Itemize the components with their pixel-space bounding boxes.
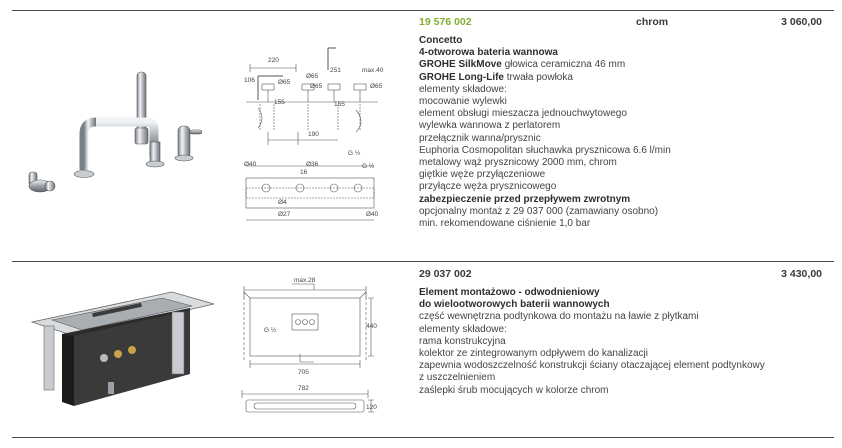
product-1-note-2: min. rekomendowane ciśnienie 1,0 bar	[419, 218, 591, 230]
dim-d40b: Ø40	[366, 211, 379, 218]
dim-155a: 155	[274, 99, 285, 106]
dim-d65a: Ø65	[278, 79, 291, 86]
dim-d4: Ø4	[278, 199, 287, 206]
product-1-code: 19 576 002	[419, 16, 472, 28]
dim-190: 190	[308, 131, 319, 138]
feature-2-rest: trwała powłoka	[504, 71, 573, 83]
dim-d65b: Ø65	[306, 73, 319, 80]
top-rule	[12, 10, 834, 11]
dim-440: 440	[366, 323, 377, 330]
list-item: metalowy wąż prysznicowy 2000 mm, chrom	[419, 157, 617, 169]
product-2-title-2: do wielootworowych baterii wannowych	[419, 299, 610, 311]
product-2-technical-drawing	[238, 276, 388, 426]
product-2-price: 3 430,00	[781, 268, 822, 280]
product-2-title-1: Element montażowo - odwodnieniowy	[419, 287, 600, 298]
product-1-name: Concetto	[419, 35, 463, 46]
dim-max40: max.40	[362, 67, 384, 74]
feature-1-rest: głowica ceramiczna 46 mm	[501, 59, 626, 71]
dim-16: 16	[300, 169, 308, 176]
product-2-photo	[22, 282, 222, 422]
dim-d27: Ø27	[278, 211, 291, 218]
product-1-technical-drawing	[238, 40, 388, 225]
list-item: elementy składowe:	[419, 83, 507, 95]
dim-g2: G ½	[362, 163, 375, 170]
list-item: przełącznik wanna/prysznic	[419, 132, 541, 144]
dim-g1: G ½	[348, 150, 361, 157]
list-item: część wewnętrzna podtynkowa do montażu na ławie z płytkami	[419, 311, 699, 323]
product-1-feature-2	[419, 72, 819, 84]
product-1-price: 3 060,00	[781, 16, 822, 28]
product-1-photo	[14, 60, 214, 200]
feature-2-bold: GROHE Long-Life	[419, 71, 504, 83]
dim-705: 705	[298, 369, 309, 376]
list-item: rama konstrukcyjna	[419, 335, 506, 347]
dim-g: G ½	[264, 327, 277, 334]
dim-d65c: Ø65	[310, 83, 323, 90]
list-item: Euphoria Cosmopolitan słuchawka prysznicowa 6.6 l/min	[419, 144, 671, 156]
feature-1-bold: GROHE SilkMove	[419, 59, 502, 71]
section-separator	[12, 261, 834, 262]
dim-251: 251	[330, 67, 341, 74]
dim-155b: 155	[334, 101, 345, 108]
list-item: mocowanie wylewki	[419, 96, 507, 108]
list-item: zapewnia wodoszczelność konstrukcji ściany otaczającej element podtynkowy	[419, 360, 765, 372]
list-item: zaślepki śrub mocujących w kolorze chrom	[419, 384, 609, 396]
dim-d40: Ø40	[244, 161, 257, 168]
dim-220: 220	[268, 57, 279, 64]
dim-max28: max.28	[294, 277, 316, 284]
dim-106: 106	[244, 77, 255, 84]
list-item: przyłącze węża prysznicowego	[419, 181, 557, 193]
product-1-finish: chrom	[636, 16, 669, 28]
dim-d36: Ø36	[306, 161, 319, 168]
product-1-note-1: opcjonalny montaż z 29 037 000 (zamawiany osobno)	[419, 205, 659, 217]
dim-d65d: Ø65	[370, 83, 383, 90]
list-item: giętkie węże przyłączeniowe	[419, 169, 546, 181]
product-2-description	[419, 287, 829, 397]
dim-782: 782	[298, 385, 309, 392]
bottom-rule	[12, 437, 834, 438]
product-1-feature-1	[419, 59, 819, 71]
product-1-warning: zabezpieczenie przed przepływem zwrotnym	[419, 193, 631, 205]
product-1-description	[419, 35, 819, 230]
list-item: element obsługi mieszacza jednouchwytowego	[419, 108, 627, 120]
product-2-code: 29 037 002	[419, 268, 472, 280]
list-item: z uszczelnieniem	[419, 372, 496, 384]
list-item: wylewka wannowa z perlatorem	[419, 120, 561, 132]
list-item: elementy składowe:	[419, 323, 507, 335]
list-item: kolektor ze zintegrowanym odpływem do kanalizacji	[419, 348, 648, 360]
product-1-subtitle: 4-otworowa bateria wannowa	[419, 47, 558, 59]
dim-120: 120	[366, 404, 377, 411]
